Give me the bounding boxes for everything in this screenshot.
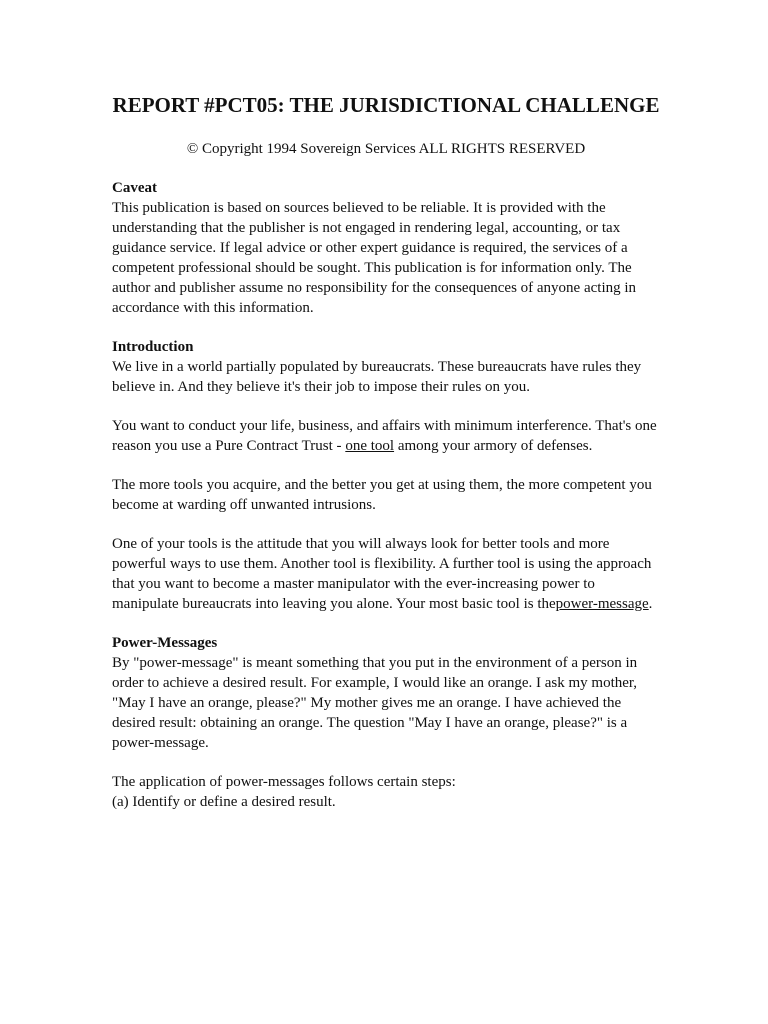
introduction-heading: Introduction [112,339,194,355]
power-messages-step-a: (a) Identify or define a desired result. [112,794,336,810]
introduction-paragraph-4 [112,534,660,614]
document-page [112,92,660,812]
paragraph-2-text-end: among your armory of defenses. [394,438,593,454]
copyright-notice: © Copyright 1994 Sovereign Services ALL RIGHTS RESERVED [186,141,586,157]
power-messages-section [112,633,660,812]
document-title: REPORT #PCT05: THE JURISDICTIONAL CHALLENGE [112,93,660,117]
power-messages-heading: Power-Messages [112,635,218,651]
caveat-text: This publication is based on sources believed to be reliable. It is provided with the understanding that the publisher is not engaged in rendering legal, accounting, or tax guidance service. If legal advice or other expert guidance is required, the services of a competent professional should be sought. This publication is for information only. The author and publisher assume no responsibility for the consequences of anyone acting in accordance with this information. [112,200,637,316]
paragraph-4-text-start: One of your tools is the attitude that you will always look for better tools and more powerful ways to use them. Another tool is flexibility. A further tool is using the approach that you want to become a master manipulator with the ever-increasing power to manipulate bureaucrats into leaving you alone. Your most basic tool is the [112,536,652,612]
introduction-paragraph-3: The more tools you acquire, and the better you get at using them, the more competent you become at warding off unwanted intrusions. [112,477,652,513]
introduction-paragraph-1: We live in a world partially populated by bureaucrats. These bureaucrats have rules they believe in. And they believe it's their job to impose their rules on you. [112,359,642,395]
paragraph-4-text-end: . [648,596,653,612]
one-tool-link[interactable]: one tool [345,438,395,454]
power-messages-steps-intro: The application of power-messages follows certain steps: [112,774,456,790]
power-messages-paragraph-1: By "power-message" is meant something that you put in the environment of a person in order to achieve a desired result. For example, I would like an orange. I ask my mother, "May I have an orange, please?" My mother gives me an orange. I have achieved the desired result: obtaining an orange. The question "May I have an orange, please?" is a power-message. [112,655,638,751]
introduction-section [112,337,660,614]
caveat-heading: Caveat [112,180,157,196]
introduction-paragraph-2 [112,416,660,456]
paragraph-2-text-start: You want to conduct your life, business, and affairs with minimum interference. That's one reason you use a Pure Contract Trust - [112,418,657,454]
caveat-section [112,178,660,318]
power-message-link[interactable]: power-message [555,596,649,612]
